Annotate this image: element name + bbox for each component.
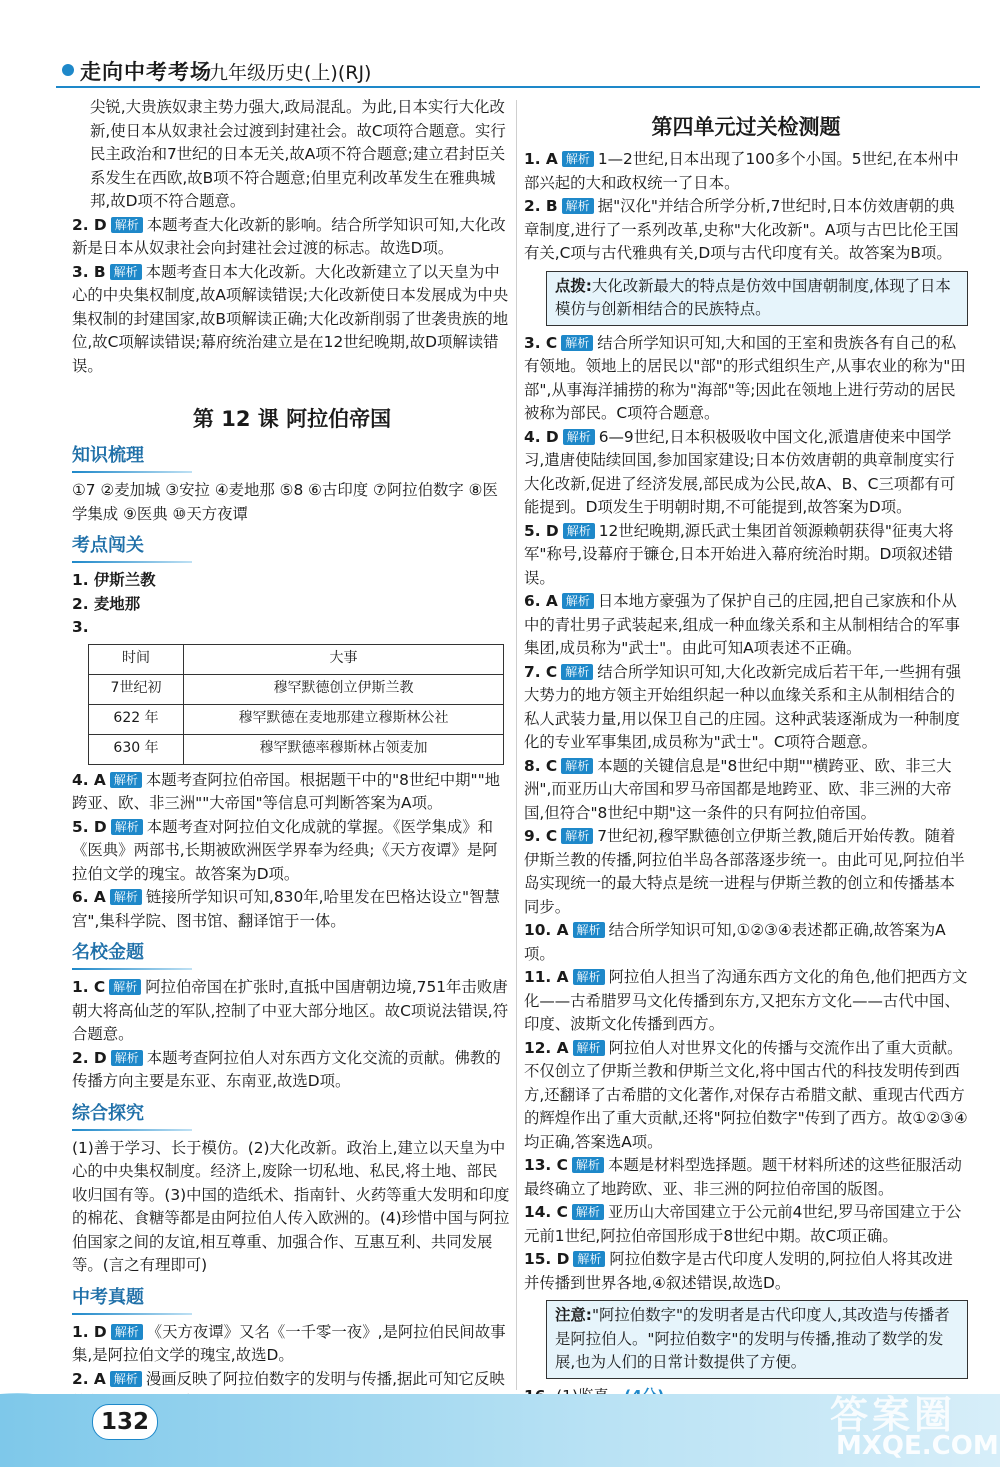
table-cell-event: 穆罕默德在麦地那建立穆斯林公社	[184, 704, 504, 734]
answer-text: 本题考查对阿拉伯文化成就的掌握。《医学集成》和《医典》两部书,长期被欧洲医学界奉为经典;《天方夜谭》是阿拉伯文学的瑰宝。故答案为D项。	[72, 817, 498, 883]
answer-number: 5. D	[524, 521, 559, 540]
answer-text: 日本地方豪强为了保护自己的庄园,把自己家族和仆从中的青壮男子武装起来,组成一种血缘关系和主从制相结合的军事集团,成员称为"武士"。由此可知A项表述不正确。	[524, 592, 960, 657]
right-answer-13	[524, 1154, 968, 1201]
right-column	[524, 96, 968, 1432]
answer-number: 15. D	[524, 1250, 570, 1268]
answer-text: 1—2世纪,日本出现了100多个小国。5世纪,在本州中部兴起的大和政权统一了日本。	[524, 150, 959, 192]
answer-number: 1. A	[524, 150, 558, 168]
answer-text: 7世纪初,穆罕默德创立伊斯兰教,随后开始传教。随着伊斯兰教的传播,阿拉伯半岛各部落逐步统一。由此可见,阿拉伯半岛实现统一的最大特点是统一进程与伊斯兰教的创立和传播基本同步。	[524, 827, 965, 916]
header-rule	[56, 86, 980, 88]
answer-number: 12. A	[524, 1038, 569, 1057]
analysis-tag: 解析	[561, 664, 593, 680]
analysis-tag: 解析	[110, 264, 142, 280]
answer-k1: 1. 伊斯兰教	[72, 571, 156, 589]
table-header-time: 时间	[89, 644, 184, 674]
answer-text: 结合所学知识可知,大和国的王室和贵族各有自己的私有领地。领地上的居民以"部"的形式组织生产,从事农业的称为"田部",从事海洋捕捞的称为"海部"等;因此在领地上进行劳动的居民被称为部民。C项符合题意。	[524, 333, 966, 422]
answer-number: 1. C	[72, 978, 106, 996]
analysis-tag: 解析	[572, 1204, 604, 1220]
table-header-row	[89, 644, 504, 674]
analysis-tag: 解析	[572, 1157, 604, 1173]
note-text: "阿拉伯数字"的发明者是古代印度人,其改造与传播者是阿拉伯人。"阿拉伯数字"的发明与传播,推动了数学的发展,也为人们的日常计数提供了方便。	[555, 1306, 950, 1371]
answer-text: 漫画反映了阿拉伯数字的发明与传播,据此可知它反映	[145, 1369, 505, 1388]
analysis-tag: 解析	[573, 922, 605, 938]
analysis-tag: 解析	[563, 429, 595, 445]
answer-number: 11. A	[524, 968, 569, 986]
answer-text: 6—9世纪,日本积极吸收中国文化,派遣唐使来中国学习,遣唐使陆续回国,参加国家建设;日本仿效唐朝的典章制度实行大化改新,促进了经济发展,部民成为公民,故A、B、C三项都有可能提到。D项发生于明朝时期,不可能提到,故答案为D项。	[524, 427, 956, 516]
analysis-tag: 解析	[562, 198, 594, 214]
answer-2	[72, 214, 512, 261]
right-answer-3	[524, 332, 968, 426]
answer-number: 3. C	[524, 333, 558, 352]
lesson-title: 第 12 课 阿拉伯帝国	[192, 407, 392, 431]
answer-number: 1. D	[72, 1322, 107, 1341]
analysis-tag: 解析	[110, 772, 142, 788]
analysis-tag: 解析	[563, 523, 595, 539]
right-answer-2	[524, 195, 968, 266]
unit-test-title: 第四单元过关检测题	[651, 115, 841, 139]
answer-number: 5. D	[72, 817, 107, 836]
table-cell-time: 630 年	[89, 734, 184, 764]
section-heading-mingxiao: 名校金题	[72, 941, 512, 970]
series-title: 走向中考考场	[80, 60, 212, 84]
answer-text: 结合所学知识可知,①②③④表述都正确,故答案为A项。	[524, 921, 946, 963]
table-header-event: 大事	[184, 644, 504, 674]
right-answer-11	[524, 966, 968, 1037]
analysis-tag: 解析	[111, 1324, 143, 1340]
section-heading-zhongkao: 中考真题	[72, 1286, 512, 1315]
analysis-tag: 解析	[111, 217, 143, 233]
answer-3	[72, 261, 512, 379]
answer-k2: 2. 麦地那	[72, 594, 141, 613]
answer-number: 9. C	[524, 827, 558, 845]
answer-text: 12世纪晚期,源氏武士集团首领源赖朝获得"征夷大将军"称号,设幕府于镰仓,日本开始进入幕府统治时期。D项叙述错误。	[524, 521, 954, 587]
answer-number: 2. A	[72, 1369, 106, 1388]
page-header	[0, 0, 1000, 96]
analysis-tag: 解析	[110, 889, 142, 905]
answer-number: 6. A	[72, 888, 106, 906]
right-answer-4	[524, 426, 968, 520]
answer-z1	[72, 1321, 512, 1368]
answer-text: 阿拉伯人对世界文化的传播与交流作出了重大贡献。不仅创立了伊斯兰教和伊斯兰文化,将中国古代的科技发明传到西方,还翻译了古希腊的文化著作,对保存古希腊文献、重现古代西方的辉煌作出了重大贡献,还将"阿拉伯数字"传到了西方。故①②③④均正确,答案选A项。	[524, 1038, 968, 1151]
answer-text: 本题是材料型选择题。题干材料所述的这些征服活动最终确立了地跨欧、亚、非三洲的阿拉伯帝国的版图。	[524, 1156, 962, 1198]
table-row	[89, 674, 504, 704]
analysis-tag: 解析	[573, 1040, 605, 1056]
left-column	[72, 96, 512, 1415]
book-subtitle: 九年级历史(上)(RJ)	[209, 62, 372, 84]
answer-text: 本题的关键信息是"8世纪中期""横跨亚、欧、非三大洲",而亚历山大帝国和罗马帝国都是地跨亚、欧、非三洲的大帝国,但符合"8世纪中期"这一条件的只有阿拉伯帝国。	[524, 756, 952, 822]
answer-k4	[72, 769, 512, 816]
answer-m1	[72, 976, 512, 1047]
events-table	[88, 644, 504, 765]
table-row	[89, 734, 504, 764]
analysis-tag: 解析	[562, 151, 594, 167]
table-cell-time: 7世纪初	[89, 674, 184, 704]
zonghe-answer: (1)善于学习、长于模仿。(2)大化改新。政治上,建立以天皇为中心的中央集权制度。经济上,废除一切私地、私民,将土地、部民收归国有等。(3)中国的造纸术、指南针、火药等重大发明和印度的棉花、食糖等都是由阿拉伯人传入欧洲的。(4)珍惜中国与阿拉伯国家之间的友谊,相互尊重、加强合作、互惠互利、共同发展等。(言之有理即可)	[72, 1138, 510, 1274]
tip-text: 大化改新最大的特点是仿效中国唐朝制度,体现了日本模仿与创新相结合的民族特点。	[555, 276, 951, 318]
answer-text: 本题考查日本大化改新。大化改新建立了以天皇为中心的中央集权制度,故A项解读错误;大化改新使日本发展成为中央集权制的封建国家,故B项解读正确;大化改新削弱了世袭贵族的地位,故C项解读错误;幕府统治建立是在12世纪晚期,故D项解读错误。	[72, 262, 509, 375]
answer-text: 阿拉伯帝国在扩张时,直抵中国唐朝边境,751年击败唐朝大将高仙芝的军队,控制了中亚大部分地区。故C项说法错误,符合题意。	[72, 978, 509, 1043]
answer-k6	[72, 886, 512, 933]
answer-text: 本题考查阿拉伯人对东西方文化交流的贡献。佛教的传播方向主要是东亚、东南亚,故选D项。	[72, 1048, 501, 1090]
header-bullet-icon	[62, 64, 74, 76]
answer-text: 亚历山大帝国建立于公元前4世纪,罗马帝国建立于公元前1世纪,阿拉伯帝国形成于8世纪中期。故C项正确。	[524, 1203, 962, 1245]
note-label: 注意:	[555, 1306, 592, 1324]
answer-number: 2. B	[524, 197, 558, 215]
answer-text: 本题考查阿拉伯帝国。根据题干中的"8世纪中期""地跨亚、欧、非三洲""大帝国"等信息可判断答案为A项。	[72, 770, 501, 812]
column-divider	[516, 100, 517, 1390]
right-answer-10	[524, 919, 968, 966]
right-answer-1	[524, 148, 968, 195]
tip-label: 点拨:	[555, 276, 592, 295]
right-answer-15	[524, 1248, 968, 1295]
right-answer-9	[524, 825, 968, 919]
answer-number: 6. A	[524, 592, 558, 610]
answer-number: 2. D	[72, 215, 107, 234]
analysis-tag: 解析	[573, 969, 605, 985]
table-cell-event: 穆罕默德率穆斯林占领麦加	[184, 734, 504, 764]
knowledge-answers: ①7 ②麦加城 ③安拉 ④麦地那 ⑤8 ⑥古印度 ⑦阿拉伯数字 ⑧医学集成 ⑨医典 ⑩天方夜谭	[72, 481, 498, 523]
watermark-url: MXQE.COM	[836, 1431, 999, 1461]
right-answer-5	[524, 520, 968, 591]
answer-text: 结合所学知识可知,大化改新完成后若干年,一些拥有强大势力的地方领主开始组织起一种以血缘关系和主从制相结合的私人武装力量,用以保卫自己的庄园。这种武装逐渐成为一种制度化的专业军事集团,成员称为"武士"。C项符合题意。	[524, 662, 962, 751]
analysis-tag: 解析	[109, 979, 141, 995]
analysis-tag: 解析	[573, 1251, 605, 1267]
answer-number: 13. C	[524, 1156, 568, 1174]
answer-text: 《天方夜谭》又名《一千零一夜》,是阿拉伯民间故事集,是阿拉伯文学的瑰宝,故选D。	[72, 1322, 506, 1364]
analysis-tag: 解析	[561, 758, 593, 774]
table-cell-event: 穆罕默德创立伊斯兰教	[184, 674, 504, 704]
answer-text: 阿拉伯人担当了沟通东西方文化的角色,他们把西方文化——古希腊罗马文化传播到东方,又把东方文化——古代中国、印度、波斯文化传播到西方。	[524, 968, 968, 1033]
analysis-tag: 解析	[561, 335, 593, 351]
answer-k3: 3.	[72, 618, 89, 636]
section-heading-kaodian: 考点闯关	[72, 534, 512, 563]
answer-text: 阿拉伯数字是古代印度人发明的,阿拉伯人将其改进并传播到世界各地,④叙述错误,故选D。	[524, 1250, 953, 1292]
answer-m2	[72, 1047, 512, 1094]
right-answer-8	[524, 755, 968, 826]
answer-number: 7. C	[524, 662, 558, 681]
answer-number: 3. B	[72, 262, 106, 281]
note-box	[546, 1300, 968, 1379]
right-answer-12	[524, 1037, 968, 1155]
analysis-tag: 解析	[562, 593, 594, 609]
watermark-logo: 答案圈	[830, 1393, 957, 1437]
answer-k5	[72, 816, 512, 887]
analysis-tag: 解析	[561, 828, 593, 844]
analysis-tag: 解析	[110, 1371, 142, 1387]
answer-text: 链接所学知识可知,830年,哈里发在巴格达设立"智慧宫",集科学院、图书馆、翻译馆于一体。	[72, 888, 500, 930]
page-number: 132	[92, 1404, 158, 1440]
answer-number: 2. D	[72, 1048, 107, 1067]
answer-number: 14. C	[524, 1203, 568, 1221]
section-heading-zonghe: 综合探究	[72, 1102, 512, 1131]
answer-text: 据"汉化"并结合所学分析,7世纪时,日本仿效唐朝的典章制度,进行了一系列改革,史称"大化改新"。A项与古巴比伦王国有关,C项与古代雅典有关,D项与古代印度有关。故答案为B项。	[524, 197, 959, 262]
answer-number: 8. C	[524, 756, 558, 775]
table-cell-time: 622 年	[89, 704, 184, 734]
answer-text: 本题考查大化改新的影响。结合所学知识可知,大化改新是日本从奴隶社会向封建社会过渡的标志。故选D项。	[72, 215, 506, 257]
analysis-tag: 解析	[111, 1050, 143, 1066]
continued-answer: 尖锐,大贵族奴隶主势力强大,政局混乱。为此,日本实行大化改新,使日本从奴隶社会过渡到封建社会。故C项符合题意。实行民主政治和7世纪的日本无关,故A项不符合题意;建立君封臣关系发生在西欧,故B项不符合题意;伯里克利改革发生在雅典城邦,故D项不符合题意。	[90, 98, 506, 210]
right-answer-7	[524, 661, 968, 755]
section-heading-knowledge: 知识梳理	[72, 444, 512, 473]
answer-number: 10. A	[524, 921, 569, 939]
answer-number: 4. A	[72, 770, 106, 789]
tip-box	[546, 271, 968, 326]
answer-number: 4. D	[524, 427, 559, 446]
table-row	[89, 704, 504, 734]
analysis-tag: 解析	[111, 819, 143, 835]
right-answer-6	[524, 590, 968, 661]
right-answer-14	[524, 1201, 968, 1248]
